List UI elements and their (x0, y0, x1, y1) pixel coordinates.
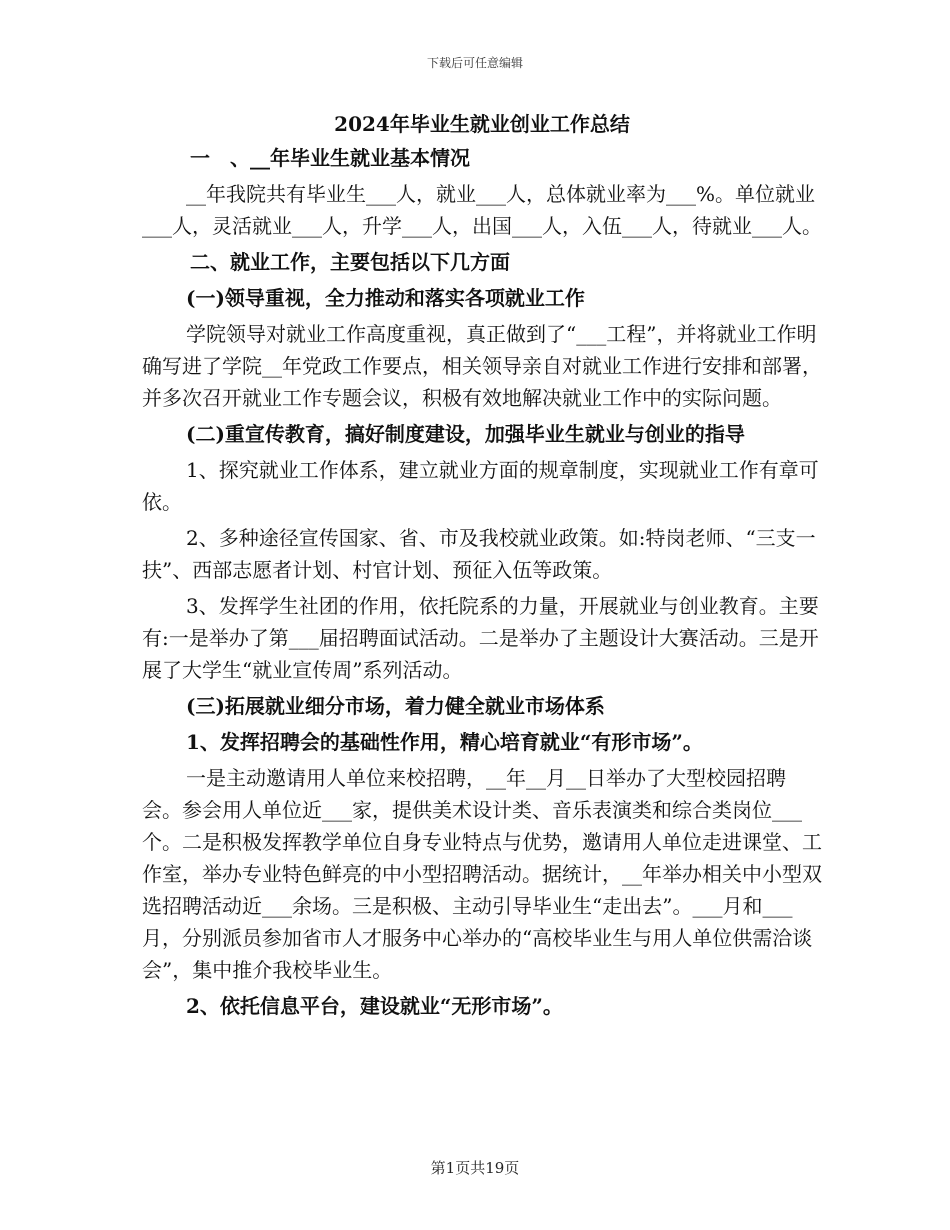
page-footer: 第1页共19页 (430, 1159, 520, 1177)
subsection-heading: (二)重宣传教育，搞好制度建设，加强毕业生就业与创业的指导 (186, 422, 745, 446)
paragraph: 学院领导对就业工作高度重视，真正做到了“___工程”，并将就业工作明确写进了学院__年党政工作要点，相关领导亲自对就业工作进行安排和部署，并多次召开就业工作专题会议，积极有效地解决就业工作中的实际问题。 (142, 322, 822, 410)
subsection-heading: (三)拓展就业细分市场，着力健全就业市场体系 (186, 694, 605, 718)
section-heading: 一 、__年毕业生就业基本情况 (190, 146, 470, 170)
document-body (142, 108, 822, 1026)
subsection-heading: (一)领导重视，全力推动和落实各项就业工作 (186, 286, 585, 310)
subsection-heading: 2、依托信息平台，建设就业“无形市场”。 (186, 994, 563, 1018)
page-header: 下载后可任意编辑 (426, 56, 523, 70)
document-title: 2024年毕业生就业创业工作总结 (334, 112, 630, 136)
paragraph: 一是主动邀请用人单位来校招聘，__年__月__日举办了大型校园招聘会。参会用人单位近___家，提供美术设计类、音乐表演类和综合类岗位___个。二是积极发挥教学单位自身专业特点与优势，邀请用人单位走进课堂、工作室，举办专业特色鲜亮的中小型招聘活动。据统计，__年举办相关中小型双选招聘活动近___余场。三是积极、主动引导毕业生“走出去”。___月和___月，分别派员参加省市人才服务中心举办的“高校毕业生与用人单位供需洽谈会”，集中推介我校毕业生。 (142, 766, 822, 982)
paragraph: 1、探究就业工作体系，建立就业方面的规章制度，实现就业工作有章可依。 (142, 458, 819, 514)
paragraph: 2、多种途径宣传国家、省、市及我校就业政策。如:特岗老师、“三支一扶”、西部志愿者计划、村官计划、预征入伍等政策。 (142, 526, 816, 582)
document-blocks (142, 142, 822, 1022)
paragraph: 3、发挥学生社团的作用，依托院系的力量，开展就业与创业教育。主要有:一是举办了第___届招聘面试活动。二是举办了主题设计大赛活动。三是开展了大学生“就业宣传周”系列活动。 (142, 594, 819, 682)
paragraph: __年我院共有毕业生___人，就业___人，总体就业率为___%。单位就业___人，灵活就业___人，升学___人，出国___人，入伍___人，待就业___人。 (142, 182, 822, 238)
section-heading: 二、就业工作，主要包括以下几方面 (190, 250, 510, 274)
subsection-heading: 1、发挥招聘会的基础性作用，精心培育就业“有形市场”。 (186, 730, 703, 754)
